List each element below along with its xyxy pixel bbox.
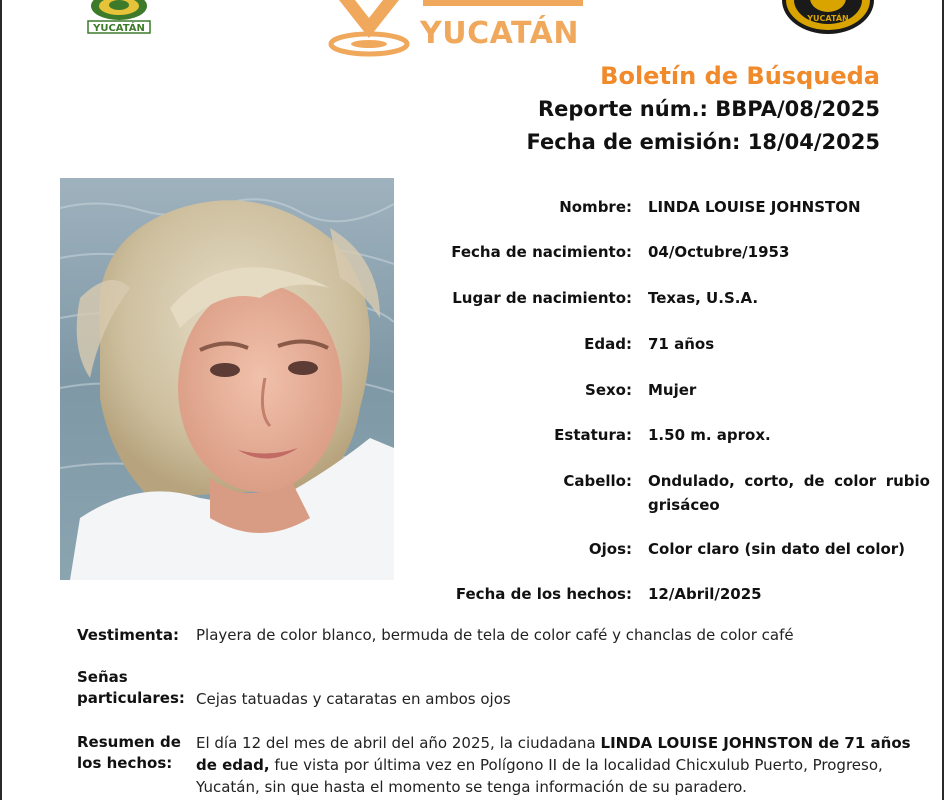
incident-date-label: Fecha de los hechos: [455,585,632,603]
clothing-label: Vestimenta: [77,626,179,644]
incident-date-value: 12/Abril/2025 [648,585,762,603]
height-value: 1.50 m. aprox. [648,426,771,444]
distinctive-marks-label [77,667,187,709]
emission-date: Fecha de emisión: 18/04/2025 [526,130,880,154]
summary-text-part2: fue vista por última vez en Polígono II de la localidad Chicxulub Puerto, Progreso, Yucatán, sin que hasta el momento se tenga información de su paradero. [196,756,883,796]
age-value: 71 años [648,335,715,353]
bulletin-title: Boletín de Búsqueda [600,62,880,90]
birthdate-value: 04/Octubre/1953 [648,243,790,261]
name-value: LINDA LOUISE JOHNSTON [648,198,861,216]
hair-label: Cabello: [563,472,632,490]
right-logo-caption: YUCATÁN [807,14,849,23]
state-seal-logo [86,0,152,36]
summary-label [77,732,187,774]
summary-label-line2: los hechos: [77,754,173,772]
summary-label-line1: Resumen de [77,733,181,751]
police-seal-logo [780,0,876,36]
report-number: Reporte núm.: BBPA/08/2025 [537,97,880,121]
name-label: Nombre: [559,198,632,216]
sex-value: Mujer [648,381,697,399]
distinctive-marks-label-line2: particulares: [77,689,185,707]
clothing-value: Playera de color blanco, bermuda de tela de color café y chanclas de color café [196,626,794,644]
hair-value: Ondulado, corto, de color rubio grisáceo [648,472,930,514]
height-label: Estatura: [554,426,632,444]
distinctive-marks-label-line1: Señas [77,668,128,686]
birthplace-value: Texas, U.S.A. [648,289,759,307]
eyes-value: Color claro (sin dato del color) [648,540,906,558]
distinctive-marks-value: Cejas tatuadas y cataratas en ambos ojos [196,690,511,708]
summary-text-bold: LINDA LOUISE JOHNSTON de 71 años de edad, [196,734,911,774]
age-label: Edad: [584,335,632,353]
alba-logo-wordmark: YUCATÁN [420,16,579,51]
sex-label: Sexo: [585,381,632,399]
birthdate-label: Fecha de nacimiento: [451,243,632,261]
summary-text-part1: El día 12 del mes de abril del año 2025, la ciudadana [196,734,601,752]
left-logo-caption: YUCATÁN [93,23,145,34]
summary-text [196,732,916,798]
birthplace-label: Lugar de nacimiento: [452,289,632,307]
eyes-label: Ojos: [588,540,632,558]
missing-person-photo [60,178,394,580]
